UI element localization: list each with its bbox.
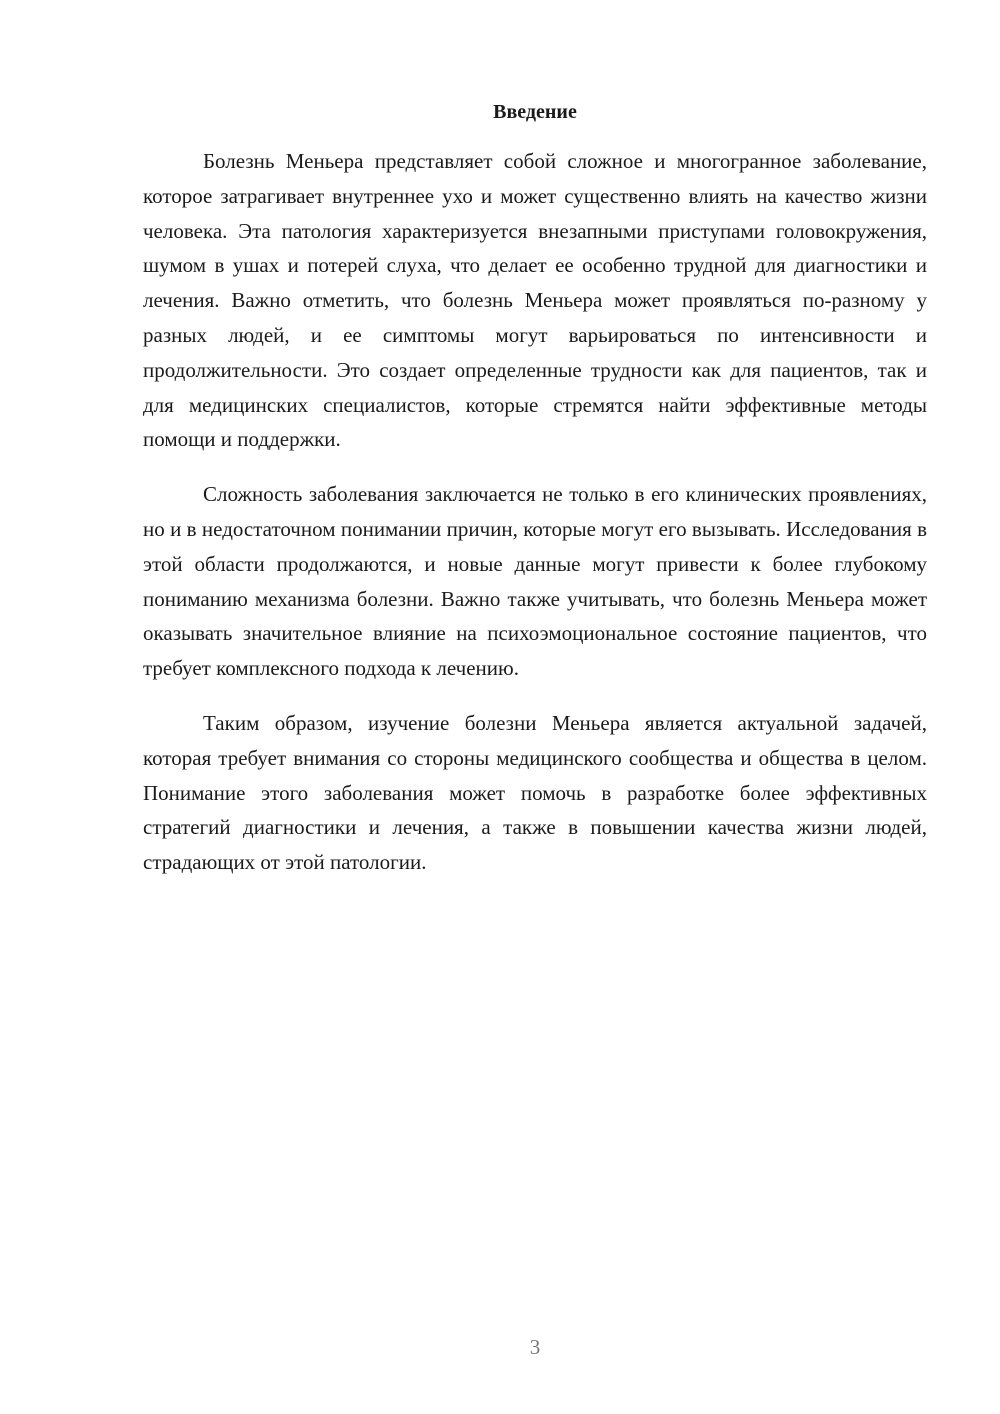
paragraph-3: Таким образом, изучение болезни Меньера является актуальной задачей, которая требует внимания со стороны медицинского сообщества и общества в целом. Понимание этого заболевания может помочь в разработке более эффективных стратегий диагностики и лечения, а также в повышении качества жизни людей, страдающих от этой патологии.	[143, 710, 927, 875]
paragraph-1: Болезнь Меньера представляет собой сложное и многогранное заболевание, которое затрагивает внутреннее ухо и может существенно влиять на качество жизни человека. Эта патология характеризуется внезапными приступами головокружения, шумом в ушах и потерей слуха, что делает ее особенно трудной для диагностики и лечения. Важно отметить, что болезнь Меньера может проявляться по-разному у разных людей, и ее симптомы могут варьироваться по интенсивности и продолжительности. Это создает определенные трудности как для пациентов, так и для медицинских специалистов, которые стремятся найти эффективные методы помощи и поддержки.	[143, 149, 927, 452]
body-text	[143, 144, 927, 900]
page-number: 3	[529, 1335, 541, 1359]
paragraph-2: Сложность заболевания заключается не только в его клинических проявлениях, но и в недостаточном понимании причин, которые могут его вызывать. Исследования в этой области продолжаются, и новые данные могут привести к более глубокому пониманию механизма болезни. Важно также учитывать, что болезнь Меньера может оказывать значительное влияние на психоэмоциональное состояние пациентов, что требует комплексного подхода к лечению.	[143, 482, 927, 681]
section-title: Введение	[493, 101, 577, 123]
